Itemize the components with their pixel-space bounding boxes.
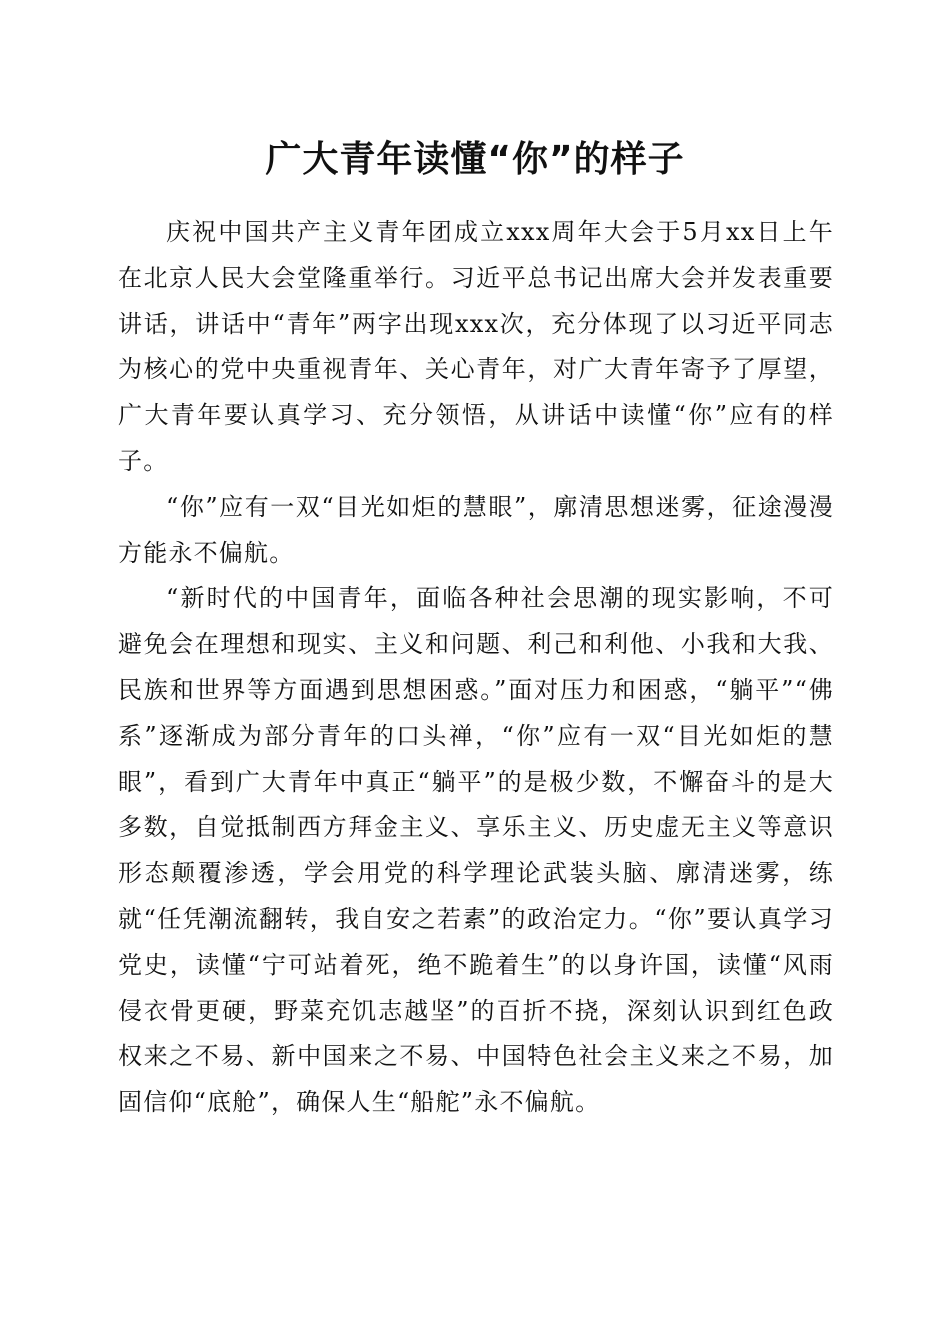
document-title: 广大青年读懂“你”的样子 bbox=[265, 139, 685, 180]
paragraph-2: “你”应有一双“目光如炬的慧眼”，廓清思想迷雾，征途漫漫方能永不偏航。 bbox=[118, 492, 834, 567]
paragraph-3: “新时代的中国青年，面临各种社会思潮的现实影响，不可避免会在理想和现实、主义和问题、利己和利他、小我和大我、民族和世界等方面遇到思想困惑。”面对压力和困惑，“躺平”“佛系”逐渐成为部分青年的口头禅，“你”应有一双“目光如炬的慧眼”，看到广大青年中真正“躺平”的是极少数，不懈奋斗的是大多数，自觉抵制西方拜金主义、享乐主义、历史虚无主义等意识形态颠覆渗透，学会用党的科学理论武装头脑、廓清迷雾，练就“任凭潮流翻转，我自安之若素”的政治定力。“你”要认真学习党史，读懂“宁可站着死，绝不跪着生”的以身许国，读懂“风雨侵衣骨更硬，野菜充饥志越坚”的百折不挠，深刻认识到红色政权来之不易、新中国来之不易、中国特色社会主义来之不易，加固信仰“底舱”，确保人生“船舵”永不偏航。 bbox=[118, 584, 834, 1117]
paragraph-1: 庆祝中国共产主义青年团成立xxx周年大会于5月xx日上午在北京人民大会堂隆重举行。习近平总书记出席大会并发表重要讲话，讲话中“青年”两字出现xxx次，充分体现了以习近平同志为核心的党中央重视青年、关心青年，对广大青年寄予了厚望，广大青年要认真学习、充分领悟，从讲话中读懂“你”应有的样子。 bbox=[118, 218, 834, 475]
document-body bbox=[118, 210, 834, 1126]
